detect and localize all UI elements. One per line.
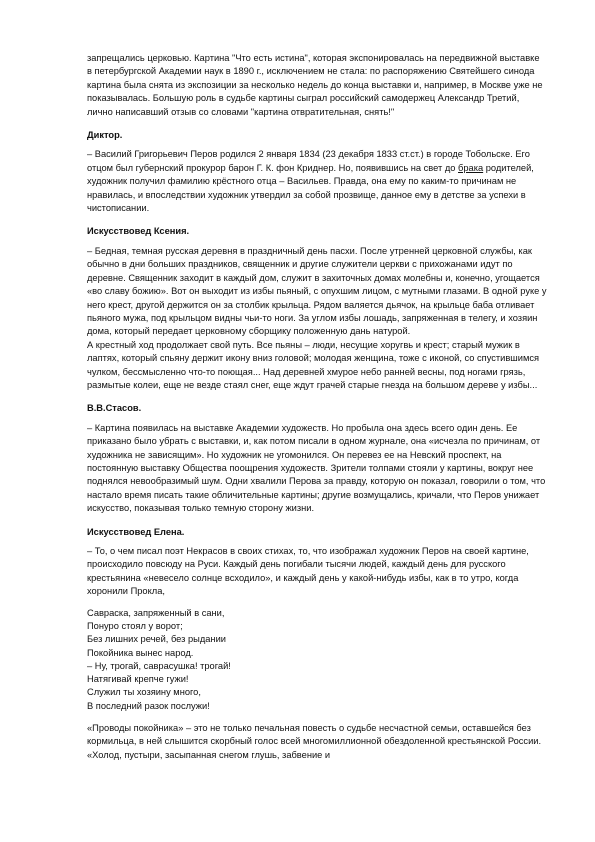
poem-line: Натягивай крепче гужи! (87, 674, 189, 685)
poem-line: – Ну, трогай, саврасушка! трогай! (87, 660, 231, 671)
elena-paragraph-1: – То, о чем писал поэт Некрасов в своих стихах, то, что изображал художник Перов на своей картине, происходило повсюду на Руси. Каждый день погибали тысячи людей, каждый день для русского крестьянина «невесело солнце всходило», и каждый день у какой-нибудь избы, как в то утро, когда хоронили Прокла, (87, 546, 529, 597)
heading-elena: Искусствовед Елена. (87, 526, 185, 537)
ksenia-paragraph-1: – Бедная, темная русская деревня в праздничный день пасхи. После утренней церковной службы, как обычно в дни больших праздников, священник и другие служители церкви с прихожанами идут по деревне. Священник заходит в каждый дом, служит в захиточных домах молебны и, конечно, угощается «во славу божию». Вот он выходит из избы пьяный, с опухшим лицом, с мутными глазами. В одной руке у него крест, другой держится он за столбик крыльца. Рядом валяется дьячок, на крыльце баба отливает пьяного мужа, под крыльцом видны чьи-то ноги. За углом избы лошадь, запряженная в телегу, и хозяин дома, который передает церковному сборщику положенную дань натурой. (87, 245, 547, 337)
announcer-paragraph (87, 148, 547, 215)
poem-line: Понуро стоял у ворот; (87, 620, 183, 631)
heading-ksenia: Искусствовед Ксения. (87, 226, 190, 237)
announcer-text-part-2: родителей, художник получил фамилию крёстного отца – Васильев. Правда, она ему по каким-то причинам не нравилась, и впоследствии художник утвердил за собой прозвище, данное ему в детстве за успехи в чистописании. (87, 162, 534, 214)
marriage-link[interactable]: брака (458, 162, 484, 173)
document-page (87, 52, 547, 762)
announcer-text-part-1: – Василий Григорьевич Перов родился 2 января 1834 (23 декабря 1833 ст.ст.) в городе Тобольске. Его отцом был губернский прокурор барон Г. К. фон Криднер. Но, появившись на свет до (87, 149, 530, 173)
heading-stasov: В.В.Стасов. (87, 403, 142, 414)
poem-line: Без лишних речей, без рыдании (87, 634, 226, 645)
intro-paragraph: запрещались церковью. Картина "Что есть истина", которая экспонировалась на передвижной выставке в петербургской Академии наук в 1890 г., исключением не стала: по распоряжению Святейшего синода картина была снята из экспозиции за несколько недель до конца выставки и, например, в Москве уже не показывалась. Большую роль в судьбе картины сыграл российский самодержец Александр Третий, лично написавший отзыв со словами "картина отвратительная, снять!" (87, 53, 543, 117)
poem-line: Служил ты хозяину много, (87, 687, 201, 698)
heading-announcer: Диктор. (87, 130, 123, 141)
poem-line: В последний разок послужи! (87, 700, 210, 711)
poem-line: Покойника вынес народ. (87, 647, 194, 658)
poem-quote (87, 607, 547, 713)
ksenia-paragraph-2: А крестный ход продолжает свой путь. Все пьяны – люди, несущие хоругвь и крест; старый мужик в лаптях, который спьяну держит икону вниз головой; молодая женщина, тоже с иконой, со спустившимся чулком, бессмысленно что-то поющая... Над деревней хмурое небо ранней весны, под ногами грязь, размытые колеи, еще не везде стаял снег, еще ждут грачей старые гнезда на большом дереве у избы... (87, 339, 540, 390)
poem-line: Савраска, запряженный в сани, (87, 607, 225, 618)
stasov-paragraph: – Картина появилась на выставке Академии художеств. Но пробыла она здесь всего один день. Ее приказано было убрать с выставки, и, как потом писали в одном журнале, она «исчезла по причинам, от художника не зависящим». Но художник не угомонился. Он перевез ее на Невский проспект, на постоянную выставку Общества поощрения художеств. Зрители толпами стояли у картины, вокруг нее поднялся невообразимый шум. Одни хвалили Перова за правду, которую он показал, говорили о том, что настало время писать такие обличительные картины; другие возмущались, кричали, что Перов унижает искусство, показывая только темную сторону жизни. (87, 422, 546, 514)
elena-paragraph-2: «Проводы покойника» – это не только печальная повесть о судьбе несчастной семьи, оставшейся без кормильца, в ней слышится скорбный голос всей многомиллионной обездоленной крестьянской России. «Холод, пустыри, засыпанная снегом глушь, забвение и (87, 723, 542, 760)
